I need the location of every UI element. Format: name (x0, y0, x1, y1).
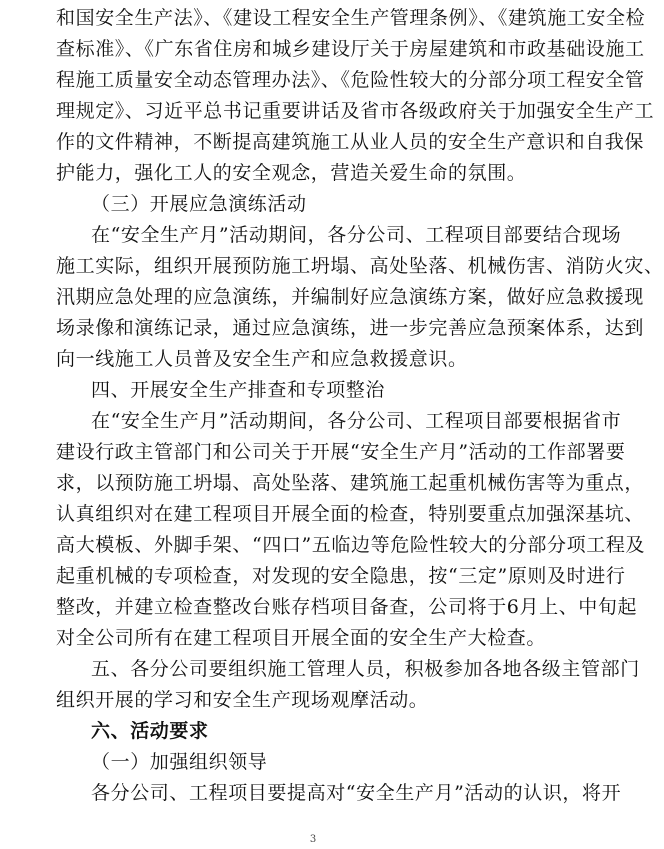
text-line: 理规定》、习近平总书记重要讲话及省市各级政府关于加强安全生产工 (56, 100, 655, 122)
text-line: 组织开展的学习和安全生产现场观摩活动。 (56, 689, 429, 711)
text-line: 查标准》、《广东省住房和城乡建设厅关于房屋建筑和市政基础设施工 (56, 38, 645, 60)
section-heading: （三）开展应急演练活动 (91, 193, 307, 215)
text-line: 起重机械的专项检查，对发现的安全隐患，按“三定”原则及时进行 (56, 565, 626, 587)
text-line: 整改，并建立检查整改台账存档项目备查，公司将于6月上、中旬起 (56, 596, 638, 618)
text-line: 作的文件精神，不断提高建筑施工从业人员的安全生产意识和自我保 (56, 131, 645, 153)
section-heading: 六、活动要求 (91, 720, 209, 742)
text-line: 高大模板、外脚手架、“四口”五临边等危险性较大的分部分项工程及 (56, 534, 646, 556)
text-line: 各分公司、工程项目要提高对“安全生产月”活动的认识，将开 (91, 782, 622, 804)
text-line: 在“安全生产月”活动期间，各分公司、工程项目部要结合现场 (91, 224, 622, 246)
page-number: 3 (309, 834, 317, 845)
text-line: 认真组织对在建工程项目开展全面的检查，特别要重点加强深基坑、 (56, 503, 645, 525)
text-line: 施工实际，组织开展预防施工坍塌、高处坠落、机械伤害、消防火灾、 (56, 255, 664, 277)
text-line: 对全公司所有在建工程项目开展全面的安全生产大检查。 (56, 627, 547, 649)
text-line: 在“安全生产月”活动期间，各分公司、工程项目部要根据省市 (91, 410, 622, 432)
text-line: 向一线施工人员普及安全生产和应急救援意识。 (56, 348, 468, 370)
text-line: 建设行政主管部门和公司关于开展“安全生产月”活动的工作部署要 (56, 441, 626, 463)
text-line: 护能力，强化工人的安全观念，营造关爱生命的氛围。 (56, 162, 527, 184)
text-line: 程施工质量安全动态管理办法》、《危险性较大的分部分项工程安全管 (56, 69, 645, 91)
text-line: 求，以预防施工坍塌、高处坠落、建筑施工起重机械伤害等为重点， (56, 472, 645, 494)
text-line: 汛期应急处理的应急演练，并编制好应急演练方案，做好应急救援现 (56, 286, 645, 308)
text-line: 场录像和演练记录，通过应急演练，进一步完善应急预案体系，达到 (56, 317, 645, 339)
text-line: 五、各分公司要组织施工管理人员，积极参加各地各级主管部门 (91, 658, 640, 680)
section-heading: 四、开展安全生产排查和专项整治 (91, 379, 386, 401)
subsection-heading: （一）加强组织领导 (91, 751, 268, 773)
text-line: 和国安全生产法》、《建设工程安全生产管理条例》、《建筑施工安全检 (56, 7, 646, 29)
